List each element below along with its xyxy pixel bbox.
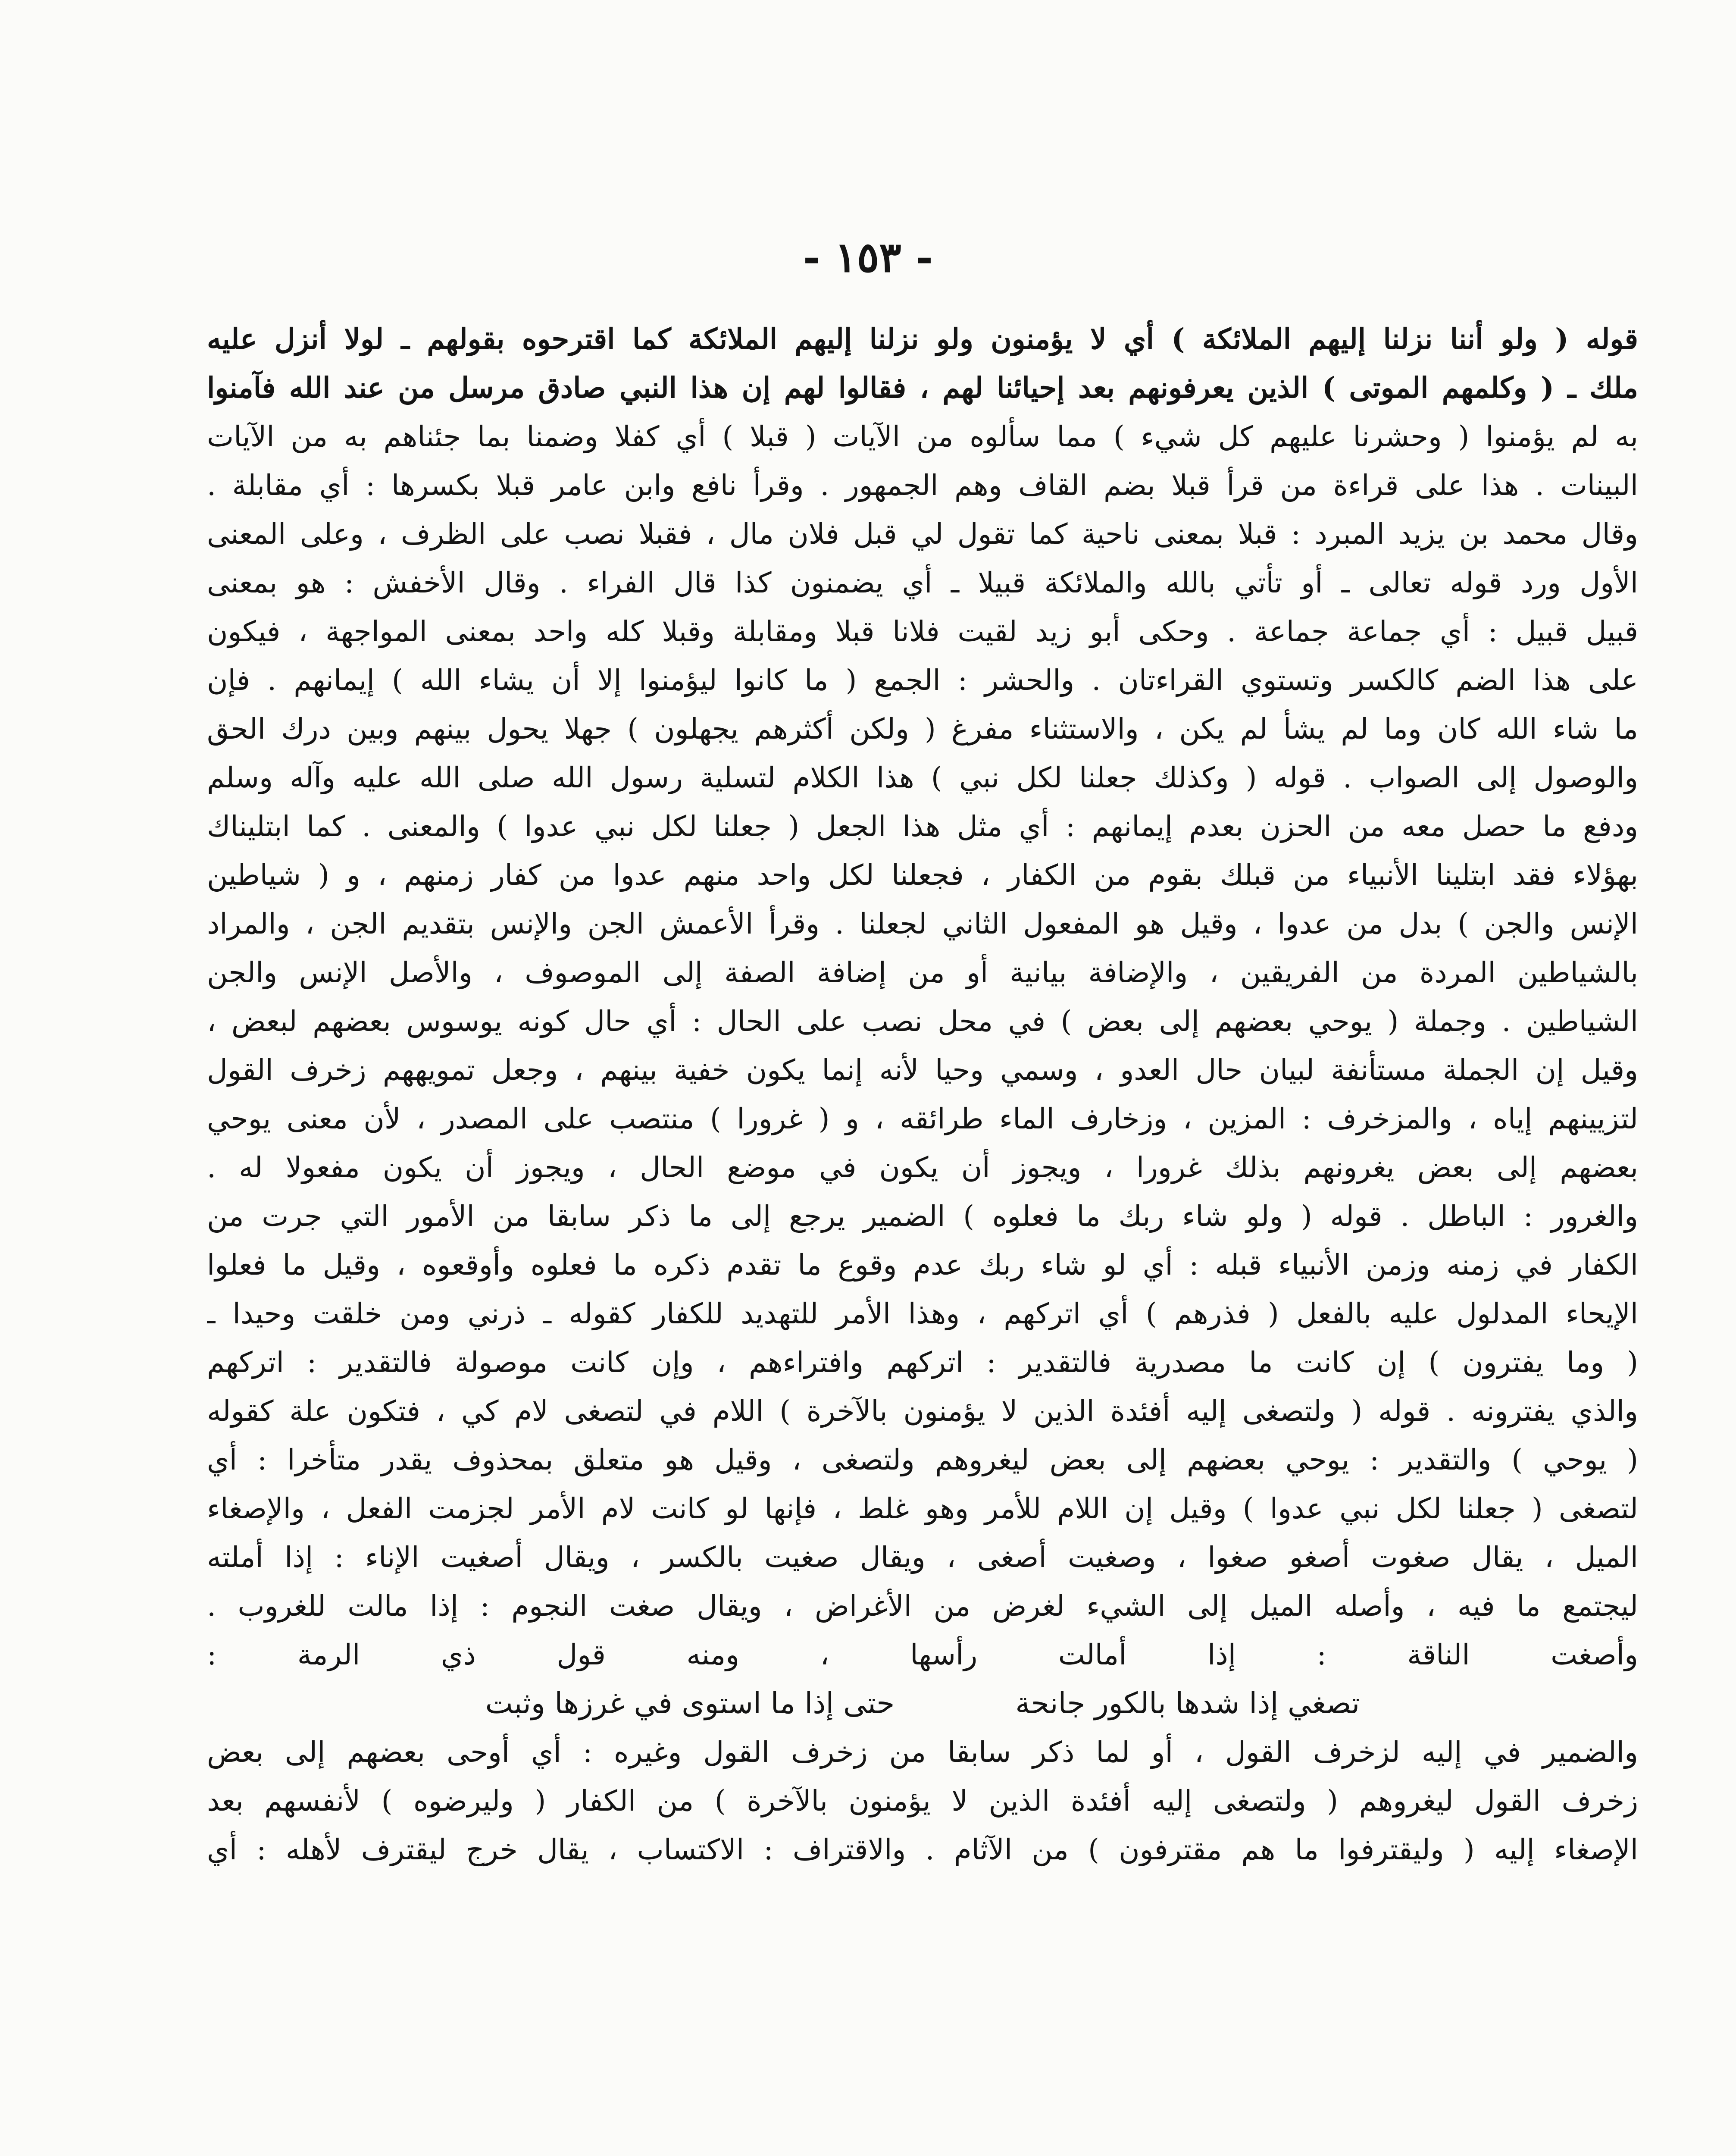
text-line: بالشياطين المردة من الفريقين ، والإضافة بيانية أو من إضافة الصفة إلى الموصوف ، والأصل الإنس والجن <box>207 956 1638 989</box>
text-line: ملك ـ ( وكلمهم الموتى ) الذين يعرفونهم بعد إحيائنا لهم ، فقالوا لهم إن هذا النبي صادق مرسل من عند الله فآمنوا <box>207 371 1638 404</box>
poetry-verse <box>207 1679 1638 1728</box>
text-line: ودفع ما حصل معه من الحزن بعدم إيمانهم : أي مثل هذا الجعل ( جعلنا لكل نبي عدوا ) والمعنى . كما ابتليناك <box>207 810 1638 843</box>
text-line: والغرور : الباطل . قوله ( ولو شاء ربك ما فعلوه ) الضمير يرجع إلى ما ذكر سابقا من الأمور التي جرت من <box>207 1200 1638 1233</box>
text-line: قبيل قبيل : أي جماعة جماعة . وحكى أبو زيد لقيت فلانا قبلا ومقابلة وقبلا كله واحد بمعنى المواجهة ، فيكون <box>207 615 1638 648</box>
text-line: بعضهم إلى بعض يغرونهم بذلك غرورا ، ويجوز أن يكون في موضع الحال ، ويجوز أن يكون مفعولا له . <box>207 1151 1638 1184</box>
text-line: ( يوحي ) والتقدير : يوحي بعضهم إلى بعض ليغروهم ولتصغى ، وقيل هو متعلق بمحذوف يقدر متأخرا : أي <box>207 1443 1638 1476</box>
verse-second-hemistich: حتى إذا ما استوى في غرزها وثبت <box>485 1686 895 1720</box>
text-line: الإصغاء إليه ( وليقترفوا ما هم مقترفون ) من الآثام . والاقتراف : الاكتساب ، يقال خرج ليقترف لأهله : أي <box>207 1833 1638 1866</box>
text-line: الميل ، يقال صغوت أصغو صغوا ، وصغيت أصغى ، ويقال صغيت بالكسر ، ويقال أصغيت الإناء : إذا أملته <box>207 1541 1638 1574</box>
text-line: زخرف القول ليغروهم ( ولتصغى إليه أفئدة الذين لا يؤمنون بالآخرة ) من الكفار ( وليرضوه ) لأنفسهم بعد <box>207 1784 1638 1818</box>
text-line: البينات . هذا على قراءة من قرأ قبلا بضم القاف وهم الجمهور . وقرأ نافع وابن عامر قبلا بكسرها : أي مقابلة . <box>207 469 1638 502</box>
body-text <box>207 315 1638 1874</box>
text-line: ليجتمع ما فيه ، وأصله الميل إلى الشيء لغرض من الأغراض ، ويقال صغت النجوم : إذا مالت للغروب . <box>207 1589 1638 1623</box>
text-line: بهؤلاء فقد ابتلينا الأنبياء من قبلك بقوم من الكفار ، فجعلنا لكل واحد منهم عدوا من كفار زمنهم ، و ( شياطين <box>207 859 1638 892</box>
text-line: به لم يؤمنوا ( وحشرنا عليهم كل شيء ) مما سألوه من الآيات ( قبلا ) أي كفلا وضمنا بما جئناهم به من الآيات <box>207 420 1638 453</box>
text-line: وأصغت الناقة : إذا أمالت رأسها ، ومنه قول ذي الرمة : <box>207 1638 1638 1671</box>
text-line: وقال محمد بن يزيد المبرد : قبلا بمعنى ناحية كما تقول لي قبل فلان مال ، فقبلا نصب على الظرف ، وعلى المعنى <box>207 517 1638 551</box>
text-line: لتصغى ( جعلنا لكل نبي عدوا ) وقيل إن اللام للأمر وهو غلط ، فإنها لو كانت لام الأمر لجزمت الفعل ، والإصغاء <box>207 1492 1638 1525</box>
text-line: الأول ورد قوله تعالى ـ أو تأتي بالله والملائكة قبيلا ـ أي يضمنون كذا قال الفراء . وقال الأخفش : هو بمعنى <box>207 566 1638 599</box>
text-line: وقيل إن الجملة مستأنفة لبيان حال العدو ، وسمي وحيا لأنه إنما يكون خفية بينهم ، وجعل تمويههم زخرف القول <box>207 1053 1638 1087</box>
text-line: والذي يفترونه . قوله ( ولتصغى إليه أفئدة الذين لا يؤمنون بالآخرة ) اللام في لتصغى لام كي ، فتكون علة كقوله <box>207 1395 1638 1428</box>
text-line: والضمير في إليه لزخرف القول ، أو لما ذكر سابقا من زخرف القول وغيره : أي أوحى بعضهم إلى بعض <box>207 1736 1638 1769</box>
verse-first-hemistich: تصغي إذا شدها بالكور جانحة <box>1015 1686 1360 1720</box>
text-line: قوله ( ولو أننا نزلنا إليهم الملائكة ) أي لا يؤمنون ولو نزلنا إليهم الملائكة كما اقترحوه بقولهم ـ لولا أنزل عليه <box>207 322 1638 356</box>
text-line: والوصول إلى الصواب . قوله ( وكذلك جعلنا لكل نبي ) هذا الكلام لتسلية رسول الله صلى الله عليه وآله وسلم <box>207 761 1638 794</box>
text-line: الإيحاء المدلول عليه بالفعل ( فذرهم ) أي اتركهم ، وهذا الأمر للتهديد للكفار كقوله ـ ذرني ومن خلقت وحيدا ـ <box>207 1297 1638 1330</box>
text-line: لتزيينهم إياه ، والمزخرف : المزين ، وزخارف الماء طرائقه ، و ( غرورا ) منتصب على المصدر ، لأن معنى يوحي <box>207 1102 1638 1135</box>
text-line: الشياطين . وجملة ( يوحي بعضهم إلى بعض ) في محل نصب على الحال : أي حال كونه يوسوس بعضهم لبعض ، <box>207 1005 1638 1038</box>
text-line: الإنس والجن ) بدل من عدوا ، وقيل هو المفعول الثاني لجعلنا . وقرأ الأعمش الجن والإنس بتقديم الجن ، والمراد <box>207 907 1638 940</box>
text-line: ( وما يفترون ) إن كانت ما مصدرية فالتقدير : اتركهم وافتراءهم ، وإن كانت موصولة فالتقدير : اتركهم <box>207 1346 1638 1379</box>
text-line: ما شاء الله كان وما لم يشأ لم يكن ، والاستثناء مفرغ ( ولكن أكثرهم يجهلون ) جهلا يحول بينهم وبين درك الحق <box>207 712 1638 746</box>
text-line: الكفار في زمنه وزمن الأنبياء قبله : أي لو شاء ربك عدم وقوع ما تقدم ذكره ما فعلوه وأوقعوه ، وقيل ما فعلوا <box>207 1248 1638 1282</box>
page-number: - ١٥٣ - <box>803 233 933 282</box>
text-line: على هذا الضم كالكسر وتستوي القراءتان . والحشر : الجمع ( ما كانوا ليؤمنوا إلا أن يشاء الله ) إيمانهم . فإن <box>207 664 1638 697</box>
